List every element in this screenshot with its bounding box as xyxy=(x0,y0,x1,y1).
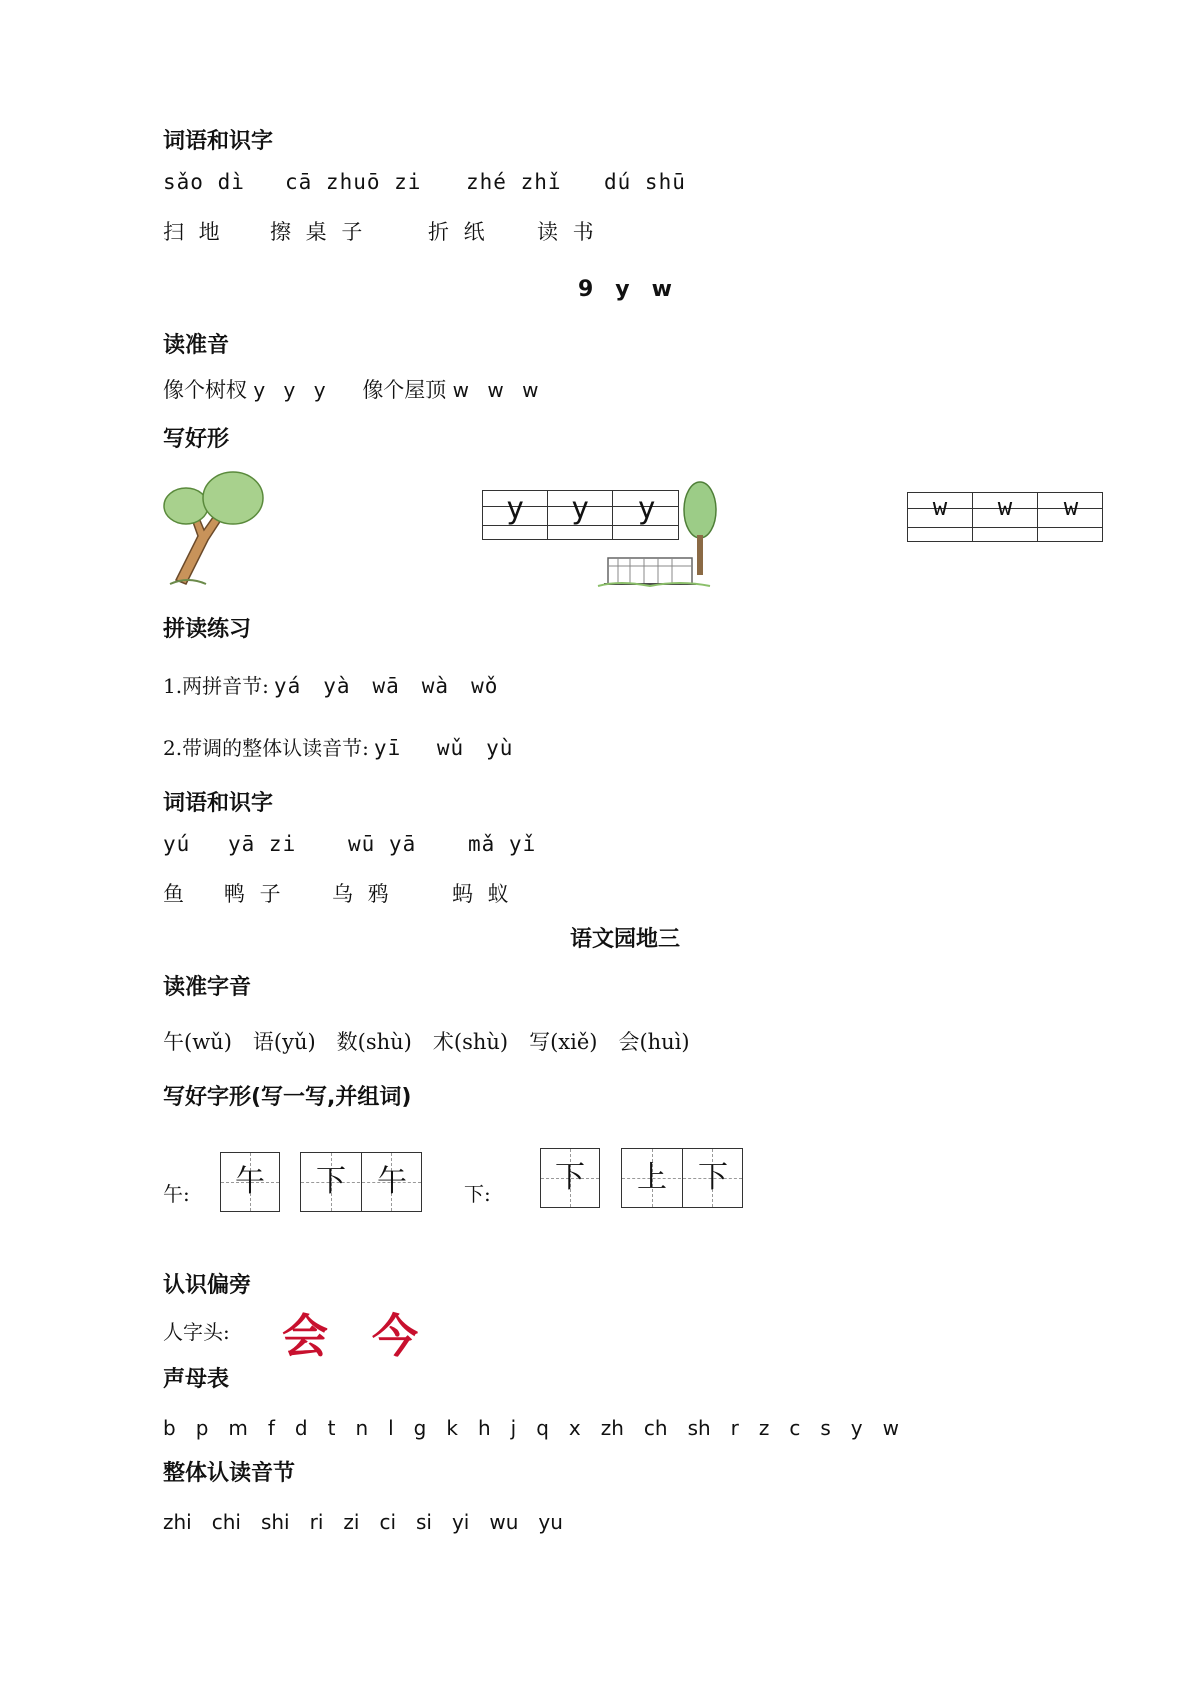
words-heading-2: 词语和识字 xyxy=(163,791,274,816)
word-2: 擦 桌 子 xyxy=(270,220,367,244)
write-chars-heading: 写好字形(写一写,并组词) xyxy=(163,1085,412,1110)
practice-1-values: yá yà wā wà wǒ xyxy=(273,674,499,698)
syllables-heading: 整体认读音节 xyxy=(163,1461,296,1486)
pinyin-3: zhé zhǐ xyxy=(466,170,562,194)
initials-heading: 声母表 xyxy=(163,1367,230,1392)
pinyin-yazi: yā zi xyxy=(228,832,297,856)
initials-list: b p m f d t n l g k h j q x zh ch sh r z c s y w xyxy=(163,1416,899,1440)
read-y: y y y xyxy=(253,378,332,402)
practice-line-1 xyxy=(163,670,498,700)
shangxia-char-2: 下 xyxy=(698,1160,728,1195)
word-1: 扫 地 xyxy=(163,220,224,244)
word-3: 折 纸 xyxy=(428,220,489,244)
pinyin-4: dú shū xyxy=(604,170,686,194)
w-writing-grid xyxy=(907,492,1103,542)
grid-y-2: y xyxy=(548,491,613,539)
read-line xyxy=(163,374,544,404)
read-heading: 读准音 xyxy=(163,333,230,358)
radical-heading: 认识偏旁 xyxy=(163,1273,252,1298)
shangxia-char-1: 上 xyxy=(637,1160,667,1195)
xiawu-char-2: 午 xyxy=(377,1164,407,1199)
wu-box xyxy=(220,1152,280,1212)
practice-1-label: 1.两拼音节: xyxy=(163,674,269,698)
read-chars-heading: 读准字音 xyxy=(163,975,252,1000)
read-chars-line: 午(wǔ) 语(yǔ) 数(shù) 术(shù) 写(xiě) 会(huì) xyxy=(163,1030,690,1054)
garden-title: 语文园地三 xyxy=(569,927,680,952)
pinyin-wuya: wū yā xyxy=(348,832,417,856)
read-text-2: 像个屋顶 xyxy=(362,378,447,402)
xia-label: 下: xyxy=(464,1182,491,1206)
grid-w-1: w xyxy=(908,493,973,541)
syllables-list: zhi chi shi ri zi ci si yi wu yu xyxy=(163,1510,563,1534)
practice-2-values: yī wǔ yù xyxy=(373,736,514,760)
grid-w-3: w xyxy=(1063,493,1079,521)
word-yazi: 鸭 子 xyxy=(224,882,285,906)
radical-label: 人字头: xyxy=(163,1320,230,1344)
wu-box-char: 午 xyxy=(235,1164,265,1199)
word-mayi: 蚂 蚁 xyxy=(452,882,513,906)
section-heading-words: 词语和识字 xyxy=(163,129,274,154)
practice-2-label: 2.带调的整体认读音节: xyxy=(163,736,369,760)
house-illustration xyxy=(590,480,720,588)
wu-label: 午: xyxy=(163,1182,190,1206)
xiawu-box xyxy=(300,1152,422,1212)
grid-w-2: w xyxy=(973,493,1038,541)
lesson-title: 9 y w xyxy=(578,277,672,302)
read-text-1: 像个树杈 xyxy=(163,378,247,402)
grid-y-1: y xyxy=(483,491,548,539)
grid-y-3: y xyxy=(637,491,656,526)
radical-chars: 会 今 xyxy=(282,1309,433,1363)
read-w: w w w xyxy=(452,378,545,402)
xia-box-char: 下 xyxy=(555,1160,585,1195)
shangxia-box xyxy=(621,1148,743,1208)
pinyin-mayi: mǎ yǐ xyxy=(468,832,537,856)
tree-illustration xyxy=(158,468,268,586)
xiawu-char-1: 下 xyxy=(316,1164,346,1199)
word-4: 读 书 xyxy=(537,220,598,244)
pinyin-yu: yú xyxy=(163,832,191,856)
practice-line-2 xyxy=(163,732,513,762)
pinyin-2: cā zhuō zi xyxy=(285,170,422,194)
word-wuya: 乌 鸦 xyxy=(332,882,393,906)
pinyin-1: sǎo dì xyxy=(163,170,245,194)
write-heading: 写好形 xyxy=(163,427,230,452)
practice-heading: 拼读练习 xyxy=(163,617,252,642)
xia-box xyxy=(540,1148,600,1208)
word-yu: 鱼 xyxy=(163,882,188,906)
